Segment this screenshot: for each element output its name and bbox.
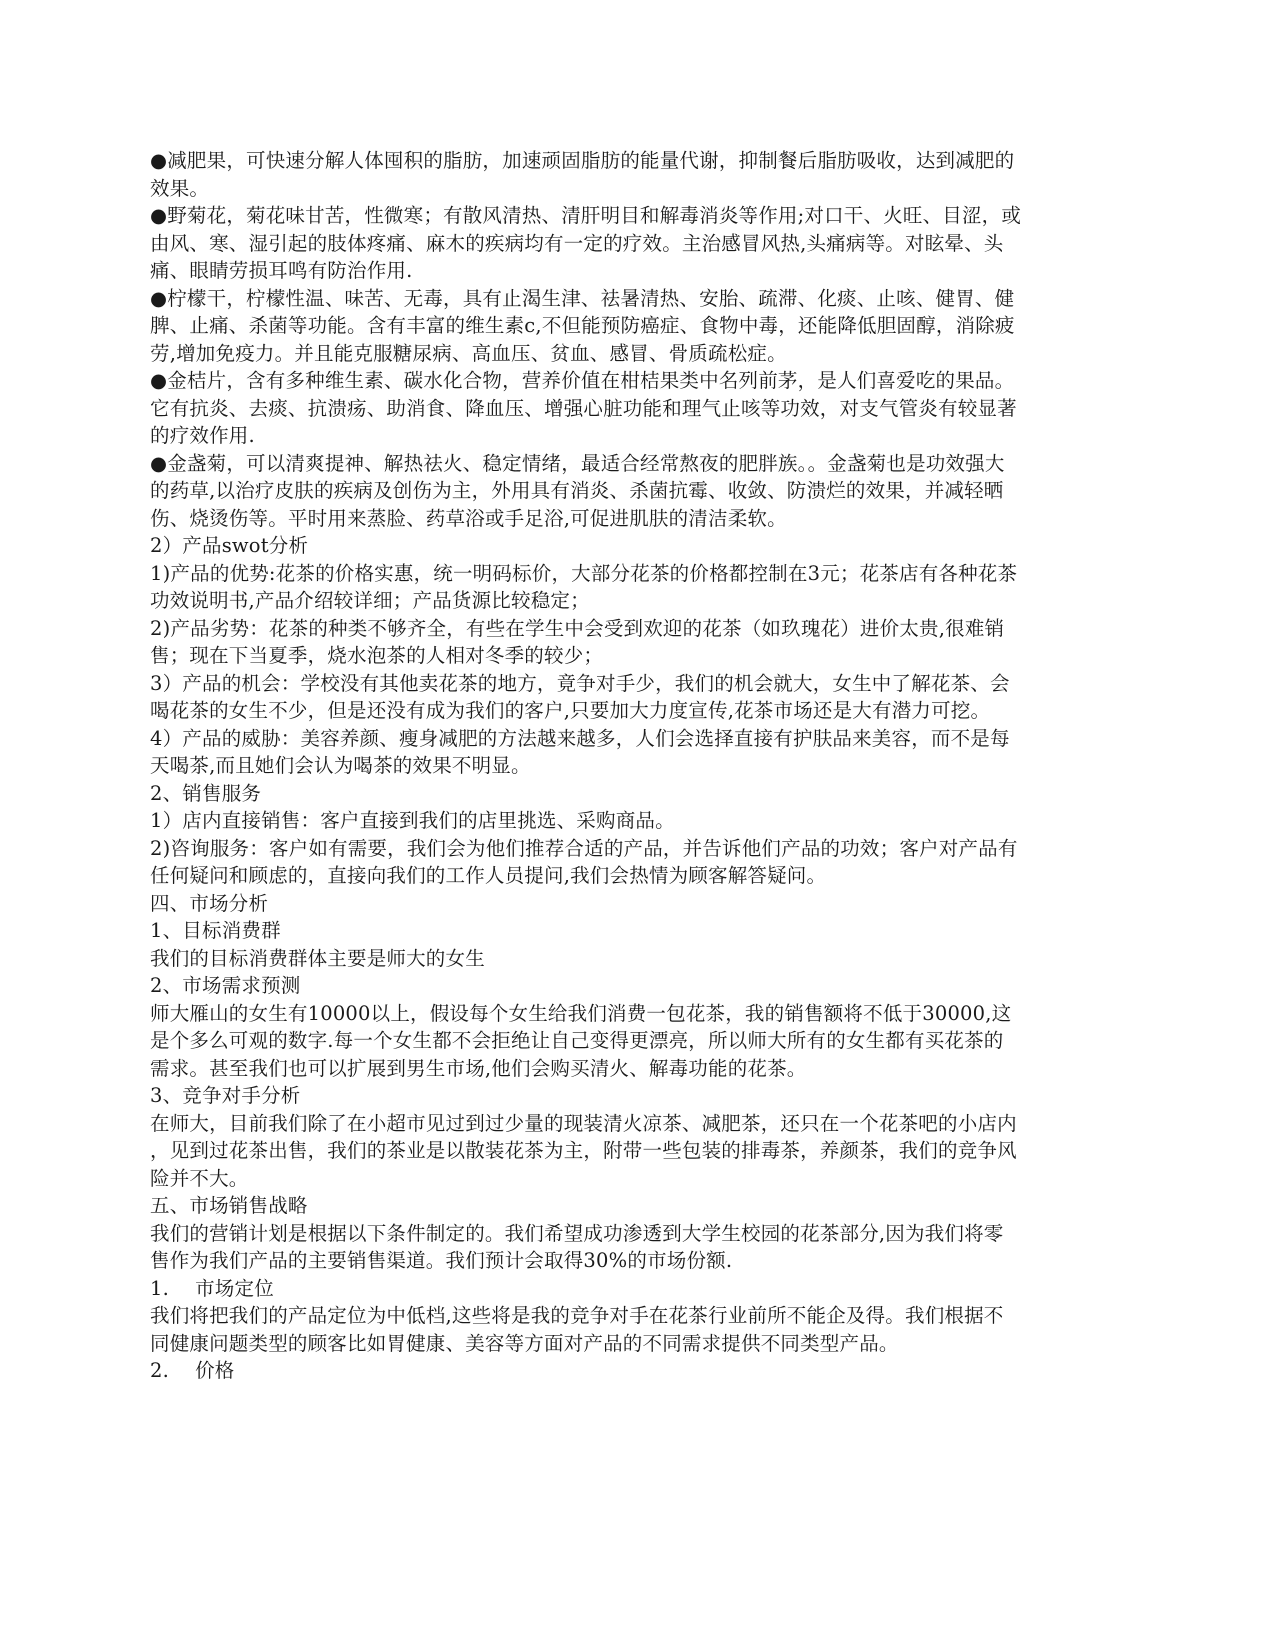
text-line: 是个多么可观的数字.每一个女生都不会拒绝让自己变得更漂亮，所以师大所有的女生都有买花茶的 <box>150 1029 1004 1052</box>
text-line: 喝花茶的女生不少，但是还没有成为我们的客户,只要加大力度宣传,花茶市场还是大有潜力可挖。 <box>150 699 991 722</box>
text-line: 售；现在下当夏季，烧水泡茶的人相对冬季的较少； <box>150 644 604 667</box>
text-line: 4）产品的威胁：美容养颜、瘦身减肥的方法越来越多，人们会选择直接有护肤品来美容，而不是每 <box>150 726 1010 750</box>
text-line: 天喝茶,而且她们会认为喝茶的效果不明显。 <box>150 754 531 777</box>
text-line: 在师大，目前我们除了在小超市见过到过少量的现装清火凉茶、减肥茶，还只在一个花茶吧的小店内 <box>150 1111 1017 1135</box>
text-line: 的疗效作用. <box>150 424 255 447</box>
document-page <box>150 147 1100 1385</box>
text-line: 同健康问题类型的顾客比如胃健康、美容等方面对产品的不同需求提供不同类型产品。 <box>150 1331 899 1355</box>
text-line: ●减肥果，可快速分解人体囤积的脂肪，加速顽固脂肪的能量代谢，抑制餐后脂肪吸收，达到减肥的 <box>150 149 1015 172</box>
text-line: 险并不大。 <box>150 1166 249 1190</box>
text-line: 2)产品劣势：花茶的种类不够齐全，有些在学生中会受到欢迎的花茶（如玖瑰花）进价太贵,很难销 <box>150 616 1005 640</box>
text-line: 售作为我们产品的主要销售渠道。我们预计会取得30%的市场份额. <box>150 1249 733 1272</box>
text-line: ●金桔片，含有多种维生素、碳水化合物，营养价值在柑桔果类中名列前茅，是人们喜爱吃的果品。 <box>150 369 1015 392</box>
text-line: 伤、烧烫伤等。平时用来蒸脸、药草浴或手足浴,可促进肌肤的清洁柔软。 <box>150 506 787 530</box>
section-heading: 1. 市场定位 <box>150 1276 274 1300</box>
text-line: 我们的目标消费群体主要是师大的女生 <box>150 946 485 970</box>
text-line: 的药草,以治疗皮肤的疾病及创伤为主，外用具有消炎、杀菌抗霉、收敛、防溃烂的效果，并减轻晒 <box>150 479 1004 502</box>
section-heading: 3、竞争对手分析 <box>150 1084 301 1107</box>
section-heading: 2、销售服务 <box>150 781 262 805</box>
text-line: 功效说明书,产品介绍较详细；产品货源比较稳定； <box>150 589 590 612</box>
section-heading: 五、市场销售战略 <box>150 1194 308 1217</box>
text-line: 3）产品的机会：学校没有其他卖花茶的地方，竟争对手少，我们的机会就大，女生中了解花茶、会 <box>150 671 1010 695</box>
text-line: 痛、眼睛劳损耳鸣有防治作用. <box>150 259 413 282</box>
text-line: 我们将把我们的产品定位为中低档,这些将是我的竞争对手在花茶行业前所不能企及得。我们根据不 <box>150 1304 1004 1327</box>
text-line: ●柠檬干，柠檬性温、味苦、无毒，具有止渴生津、祛暑清热、安胎、疏滞、化痰、止咳、健胃、健 <box>150 286 1015 310</box>
section-heading: 2、市场需求预测 <box>150 974 301 997</box>
section-heading: 2）产品swot分析 <box>150 534 309 557</box>
text-line: 它有抗炎、去痰、抗溃疡、助消食、降血压、增强心脏功能和理气止咳等功效，对支气管炎有较显著 <box>150 396 1017 420</box>
text-line: 脾、止痛、杀菌等功能。含有丰富的维生素c,不但能预防癌症、食物中毒，还能降低胆固醇，消除疲 <box>150 314 1015 337</box>
text-line: 我们的营销计划是根据以下条件制定的。我们希望成功渗透到大学生校园的花茶部分,因为我们将零 <box>150 1221 1004 1245</box>
text-line: ●野菊花，菊花味甘苦，性微寒；有散风清热、清肝明目和解毒消炎等作用;对口干、火旺、目涩，或 <box>150 204 1022 227</box>
text-line: 由风、寒、湿引起的肢体疼痛、麻木的疾病均有一定的疗效。主治感冒风热,头痛病等。对眩晕、头 <box>150 231 1004 255</box>
text-line: 劳,增加免疫力。并且能克服糖尿病、高血压、贫血、感冒、骨质疏松症。 <box>150 341 787 365</box>
section-heading: 2. 价格 <box>150 1359 235 1382</box>
text-line: 1)产品的优势:花茶的价格实惠，统一明码标价，大部分花茶的价格都控制在3元；花茶店有各种花茶 <box>150 561 1018 585</box>
text-line: 2)咨询服务：客户如有需要，我们会为他们推荐合适的产品，并告诉他们产品的功效；客户对产品有 <box>150 836 1018 860</box>
section-heading: 1、目标消费群 <box>150 919 281 942</box>
text-line: 需求。甚至我们也可以扩展到男生市场,他们会购买清火、解毒功能的花茶。 <box>150 1056 807 1080</box>
section-heading: 四、市场分析 <box>150 891 269 915</box>
text-line: ●金盏菊，可以清爽提神、解热祛火、稳定情绪，最适合经常熬夜的肥胖族。。金盏菊也是功效强大 <box>150 451 1005 475</box>
text-line: 任何疑问和顾虑的，直接向我们的工作人员提问,我们会热情为顾客解答疑问。 <box>150 864 827 887</box>
text-line: ，见到过花茶出售，我们的茶业是以散装花茶为主，附带一些包装的排毒茶，养颜茶，我们的竞争风 <box>150 1139 1017 1162</box>
text-line: 师大雁山的女生有10000以上，假设每个女生给我们消费一包花茶，我的销售额将不低于30000,这 <box>150 1001 1012 1025</box>
text-line: 1）店内直接销售：客户直接到我们的店里挑选、采购商品。 <box>150 809 675 832</box>
text-line: 效果。 <box>150 176 210 200</box>
